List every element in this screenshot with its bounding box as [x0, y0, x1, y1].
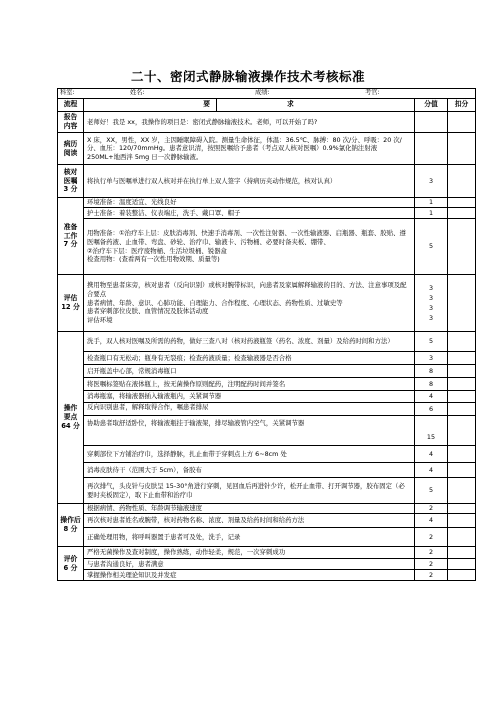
- item-text: 将执行单与医嘱单进行双人核对并在执行单上双人签字（持病历夹动作规范，核对认真）: [84, 165, 415, 198]
- table-row: [58, 208, 476, 219]
- deduct-cell: [448, 352, 476, 365]
- table-row: [58, 332, 476, 352]
- deduct-cell: [448, 463, 476, 478]
- item-text: 掌握操作相关理论知识及并发症: [84, 570, 415, 581]
- item-text: 再次排气，头皮针与皮肤呈 15-30°角进行穿刺，见回血后再进针少许，松开止血带、打开调节器，胶布固定（必要时夹板固定），取下止血带和治疗巾: [84, 478, 415, 504]
- table-row: [58, 165, 476, 198]
- deduct-cell: [448, 165, 476, 198]
- item-score: 3: [415, 352, 448, 365]
- deduct-cell: [448, 559, 476, 570]
- item-score: 2: [415, 570, 448, 581]
- table-row: [58, 391, 476, 403]
- table-row: [58, 570, 476, 581]
- deduct-cell: [448, 446, 476, 463]
- item-score: 2: [415, 559, 448, 570]
- table-row: [58, 514, 476, 528]
- table-row: [58, 478, 476, 504]
- assessment-table: [57, 88, 476, 581]
- table-row: [58, 446, 476, 463]
- section-label: 操作后 8 分: [58, 504, 84, 547]
- item-score: 2: [415, 528, 448, 547]
- item-text: 启开瓶盖中心部，常规消毒瓶口: [84, 365, 415, 378]
- item-text: 根据病情、药物性质、年龄调节输液速度: [84, 504, 415, 514]
- table-row: [58, 275, 476, 332]
- table-row: [58, 416, 476, 446]
- item-text: 再次核对患者姓名或腕带，核对药物名称、浓度、剂量及给药时间和给药方法: [84, 514, 415, 528]
- header-req-right: 求: [217, 99, 415, 112]
- deduct-cell: [448, 332, 476, 352]
- item-score: 5: [415, 332, 448, 352]
- deduct-cell: [448, 378, 476, 391]
- info-row: [58, 89, 476, 99]
- header-deduct: 扣分: [448, 99, 476, 112]
- item-text: 反向识别患者，解释取得合作，嘱患者排尿: [84, 403, 415, 416]
- score-label: 成绩:: [255, 89, 270, 97]
- item-score: 5: [415, 219, 448, 275]
- assess-score-4: 3: [428, 314, 434, 323]
- assess-score-3: 3: [428, 304, 434, 312]
- dept-label: 科室:: [60, 89, 75, 97]
- item-text: 老师好！我是 xx，我操作的项目是：密闭式静脉输液技术。老师，可以开始了吗?: [84, 112, 415, 133]
- section-label: 病历 阅读: [58, 133, 84, 165]
- table-row: [58, 463, 476, 478]
- table-row: [58, 219, 476, 275]
- item-score: 2: [415, 504, 448, 514]
- deduct-cell: [448, 570, 476, 581]
- page-title: 二十、密闭式静脉输液操作技术考核标准: [130, 69, 365, 84]
- table-row: [58, 133, 476, 165]
- deduct-cell: [448, 514, 476, 528]
- deduct-cell: [448, 403, 476, 416]
- item-score: 5: [415, 478, 448, 504]
- deduct-cell: [448, 208, 476, 219]
- item-text: X 床，XX，男性，XX 岁，主因睡眠障碍入院。测量生命体征，体温：36.5℃、脉搏：80 次/分、呼吸：20 次/分、血压：120/70mmHg。患者意识清，按照医嘱给予患者（考点双人核对医嘱）0.9%氯化钠注射液 250ML+地西泮 5mg 日一次静脉输液。: [84, 133, 415, 165]
- assess-score-2: 3: [428, 293, 434, 302]
- item-text: 洗手，双人核对医嘱及所需的药物，做好三查八对（核对药液瓶签（药名、浓度、剂量）及给药时间和方法）: [84, 332, 415, 352]
- deduct-cell: [448, 365, 476, 378]
- deduct-cell: [448, 219, 476, 275]
- table-row: [58, 365, 476, 378]
- item-text: 正确处理用物，将呼叫器置于患者可及处，洗手，记录: [84, 528, 415, 547]
- item-text: 穿刺部位下方铺治疗巾，选择静脉，扎止血带于穿刺点上方 6~8cm 处: [84, 446, 415, 463]
- item-text: 环境准备：温度适宜、光线良好: [84, 198, 415, 208]
- section-label: 评价 6 分: [58, 547, 84, 581]
- section-label: 操作 要点 64 分: [58, 332, 84, 504]
- table-row: [58, 547, 476, 559]
- deduct-cell: [448, 112, 476, 133]
- item-score: 6: [415, 403, 448, 416]
- item-score: 3: [415, 165, 448, 198]
- item-text: 护士准备：着装整洁、仪表端庄，洗手、戴口罩、帽子: [84, 208, 415, 219]
- item-score: 8: [415, 378, 448, 391]
- table-row: [58, 378, 476, 391]
- item-text: 检查瓶口有无松动；瓶身有无裂痕；检查药液质量；检查输液器是否合格: [84, 352, 415, 365]
- item-score: 1: [415, 208, 448, 219]
- item-score: 4: [415, 391, 448, 403]
- table-row: [58, 403, 476, 416]
- item-text: 严格无菌操作及查对制度，操作熟练，动作轻柔，规范，一次穿刺成功: [84, 547, 415, 559]
- item-score: 2: [415, 547, 448, 559]
- item-text: 携用物至患者床旁，核对患者（反向识别）或核对腕带标识，向患者及家属解释输液的目的、方法、注意事项及配合要点 患者病情、年龄、意识、心肺功能、自理能力、合作程度、心理状态、药物性质、过敏史等 患者穿刺部位皮肤、血管情况及肢体活动度 评估环境: [84, 275, 415, 332]
- deduct-cell: [448, 547, 476, 559]
- header-row: [58, 99, 476, 112]
- deduct-cell: [448, 528, 476, 547]
- header-process: 流程: [58, 99, 84, 112]
- deduct-cell: [448, 391, 476, 403]
- item-score: 8: [415, 365, 448, 378]
- item-score: [415, 112, 448, 133]
- item-score: 4: [415, 514, 448, 528]
- assess-score-1: 3: [428, 283, 434, 292]
- item-text: 用物准备：①治疗车上层：皮肤消毒剂、快速手消毒剂、一次性注射器、一次性输液器、启瓶器、瓶套、胶贴、遵医嘱备药液、止血带、弯盘、砂轮、治疗巾、输液卡、污物桶、必要时备夹板、绷带、 ②治疗车下层：医疗废物桶、生活垃圾桶、锐器盒 检查用物：(查看两有一次性用物效期、质量等): [84, 219, 415, 275]
- item-text: 协助患者取舒适卧位，将输液瓶挂于输液架，排尽输液管内空气，关紧调节器: [84, 416, 415, 446]
- table-row: [58, 352, 476, 365]
- item-score: [415, 275, 448, 332]
- name-label: 姓名:: [130, 89, 145, 97]
- item-text: 将医嘱标签贴在液体瓶上，按无菌操作原则配药，注明配药时间并签名: [84, 378, 415, 391]
- item-score: 1: [415, 198, 448, 208]
- deduct-cell: [448, 504, 476, 514]
- table-row: [58, 198, 476, 208]
- deduct-cell: [448, 478, 476, 504]
- table-row: [58, 559, 476, 570]
- deduct-cell: [448, 133, 476, 165]
- section-label: 评估 12 分: [58, 275, 84, 332]
- item-score: [415, 133, 448, 165]
- item-text: 消毒瓶塞，将输液器插入输液瓶内，关紧调节器: [84, 391, 415, 403]
- deduct-cell: [448, 275, 476, 332]
- table-row: [58, 504, 476, 514]
- header-points: 分值: [415, 99, 448, 112]
- deduct-cell: [448, 198, 476, 208]
- table-row: [58, 528, 476, 547]
- section-label: 准备 工作 7 分: [58, 198, 84, 275]
- item-score: 15: [415, 416, 448, 446]
- header-req-left: 要: [84, 99, 217, 112]
- item-text: 消毒皮肤待干（范围大于 5cm），备胶布: [84, 463, 415, 478]
- item-text: 与患者沟通良好，患者满意: [84, 559, 415, 570]
- deduct-cell: [448, 416, 476, 446]
- item-score: 4: [415, 463, 448, 478]
- table-row: [58, 112, 476, 133]
- examiner-label: 考官:: [365, 89, 380, 97]
- section-label: 报告 内容: [58, 112, 84, 133]
- section-label: 核对 医嘱 3 分: [58, 165, 84, 198]
- item-score: 4: [415, 446, 448, 463]
